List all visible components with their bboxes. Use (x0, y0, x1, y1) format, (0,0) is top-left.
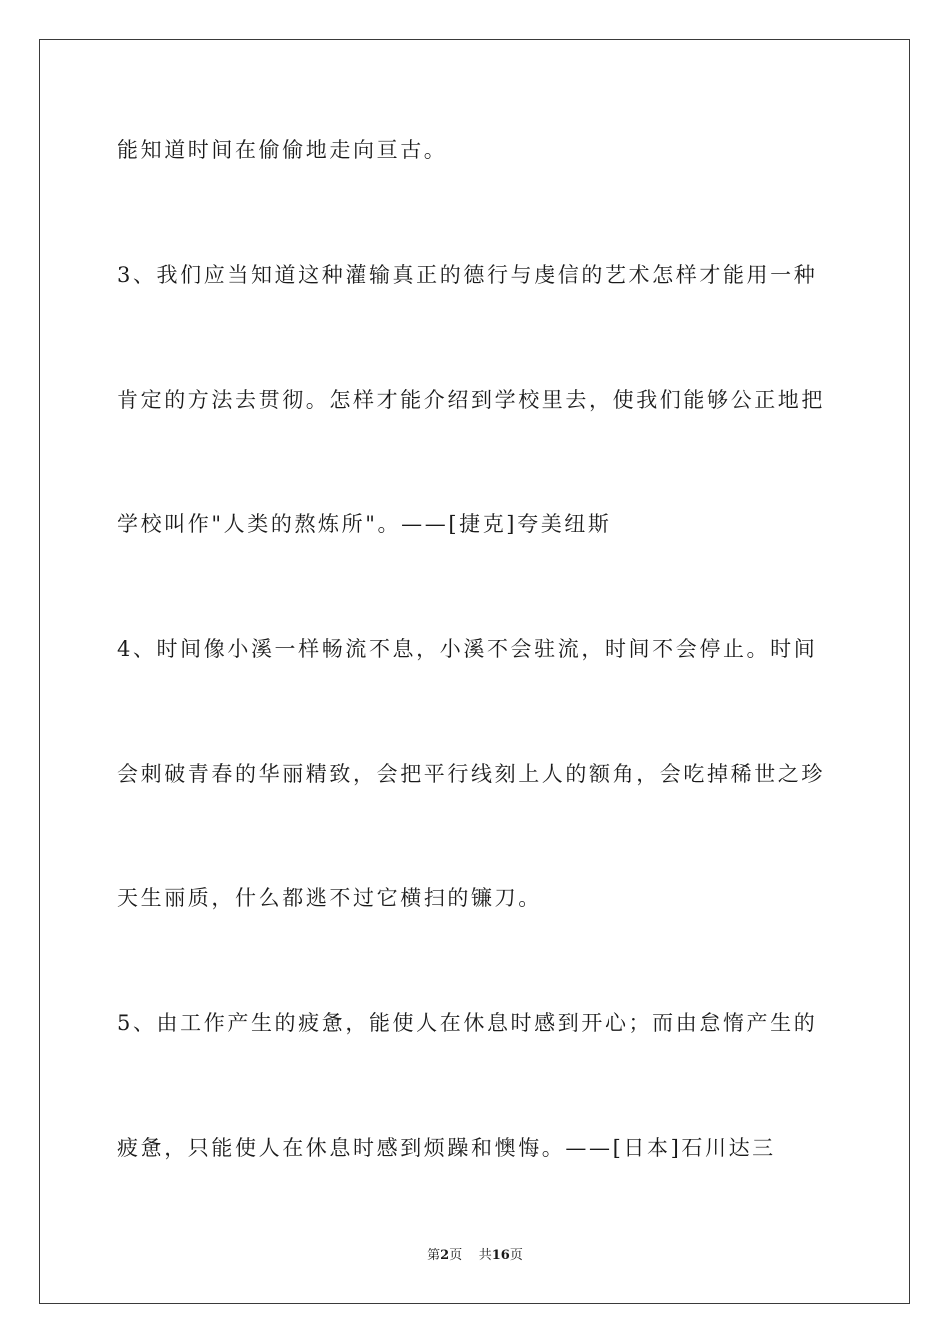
page-number: 2 (440, 1248, 450, 1263)
page-border (39, 39, 910, 1304)
text-line-7: 天生丽质，什么都逃不过它横扫的镰刀。 (117, 886, 542, 910)
page-suffix: 页 (449, 1248, 463, 1263)
text-line-5: 4、时间像小溪一样畅流不息，小溪不会驻流，时间不会停止。时间 (117, 637, 818, 661)
text-line-8: 5、由工作产生的疲惫，能使人在休息时感到开心；而由怠惰产生的 (117, 1011, 818, 1035)
text-line-1: 能知道时间在偷偷地走向亘古。 (117, 138, 448, 162)
page-footer (0, 1247, 950, 1265)
total-suffix: 页 (509, 1248, 523, 1263)
text-line-2: 3、我们应当知道这种灌输真正的德行与虔信的艺术怎样才能用一种 (117, 263, 818, 287)
page-prefix: 第 (427, 1248, 441, 1263)
text-line-6: 会刺破青春的华丽精致，会把平行线刻上人的额角，会吃掉稀世之珍 (117, 762, 825, 786)
text-line-9: 疲惫，只能使人在休息时感到烦躁和懊悔。——[日本]石川达三 (117, 1136, 776, 1160)
total-prefix: 共 (478, 1248, 492, 1263)
text-line-3: 肯定的方法去贯彻。怎样才能介绍到学校里去，使我们能够公正地把 (117, 388, 825, 412)
total-pages: 16 (491, 1248, 510, 1263)
text-line-4: 学校叫作"人类的熬炼所"。——[捷克]夸美纽斯 (117, 512, 612, 536)
